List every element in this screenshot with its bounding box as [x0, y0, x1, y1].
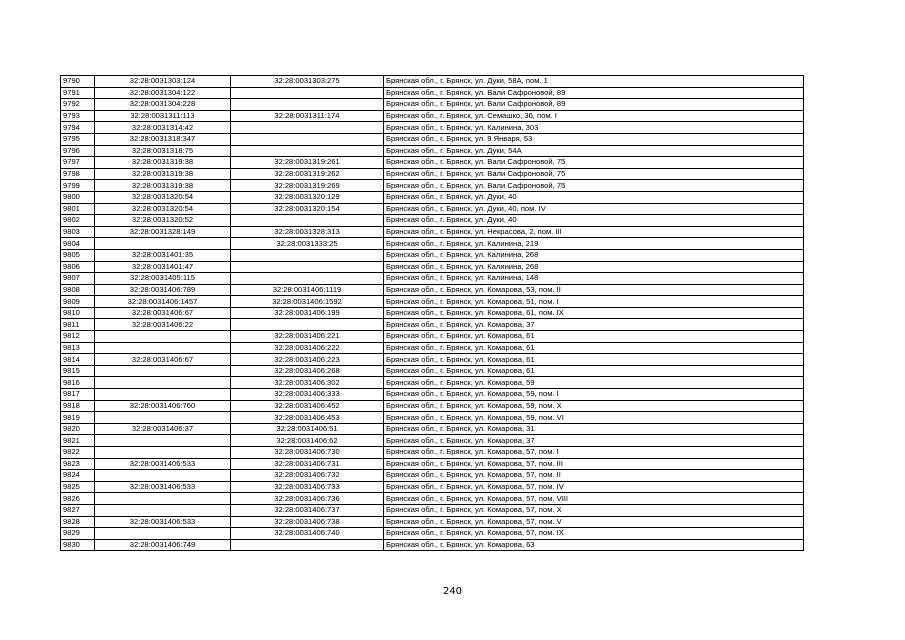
building-cadastral-number-cell: 32:28:0031406:51 [231, 423, 384, 435]
row-number-cell: 9793 [61, 110, 95, 122]
building-cadastral-number-cell [231, 215, 384, 227]
land-cadastral-number-cell: 32:28:0031406:533 [95, 516, 231, 528]
table-row [61, 365, 804, 377]
address-cell: Брянская обл., г. Брянск, ул. Комарова, 53, пом. II [384, 284, 804, 296]
building-cadastral-number-cell: 32:28:0031303:275 [231, 76, 384, 88]
building-cadastral-number-cell: 32:28:0031406:333 [231, 389, 384, 401]
table-row [61, 99, 804, 111]
land-cadastral-number-cell: 32:28:0031406:22 [95, 319, 231, 331]
building-cadastral-number-cell: 32:28:0031406:222 [231, 342, 384, 354]
row-number-cell: 9800 [61, 191, 95, 203]
address-cell: Брянская обл., г. Брянск, ул. Комарова, 59, пом. VI [384, 412, 804, 424]
building-cadastral-number-cell: 32:28:0031406:1592 [231, 296, 384, 308]
row-number-cell: 9816 [61, 377, 95, 389]
table-row [61, 145, 804, 157]
table-row [61, 87, 804, 99]
address-cell: Брянская обл., г. Брянск, ул. Калинина, 268 [384, 261, 804, 273]
table-row [61, 516, 804, 528]
building-cadastral-number-cell: 32:28:0031406:738 [231, 516, 384, 528]
table-row [61, 110, 804, 122]
land-cadastral-number-cell [95, 331, 231, 343]
building-cadastral-number-cell [231, 87, 384, 99]
table-row [61, 493, 804, 505]
address-cell: Брянская обл., г. Брянск, ул. Комарова, 57, пом. IX [384, 528, 804, 540]
row-number-cell: 9830 [61, 539, 95, 551]
land-cadastral-number-cell: 32:28:0031320:54 [95, 191, 231, 203]
land-cadastral-number-cell [95, 389, 231, 401]
table-row [61, 504, 804, 516]
land-cadastral-number-cell: 32:28:0031328:149 [95, 226, 231, 238]
row-number-cell: 9809 [61, 296, 95, 308]
land-cadastral-number-cell [95, 365, 231, 377]
row-number-cell: 9824 [61, 470, 95, 482]
table-row [61, 412, 804, 424]
address-cell: Брянская обл., г. Брянск, ул. Вали Сафроновой, 75 [384, 157, 804, 169]
building-cadastral-number-cell: 32:28:0031406:199 [231, 307, 384, 319]
address-cell: Брянская обл., г. Брянск, ул. Дуки, 40, пом. IV [384, 203, 804, 215]
address-cell: Брянская обл., г. Брянск, ул. Комарова, 57, пом. I [384, 447, 804, 459]
row-number-cell: 9814 [61, 354, 95, 366]
table-row [61, 296, 804, 308]
building-cadastral-number-cell: 32:28:0031406:223 [231, 354, 384, 366]
land-cadastral-number-cell: 32:28:0031401:47 [95, 261, 231, 273]
land-cadastral-number-cell: 32:28:0031320:54 [95, 203, 231, 215]
building-cadastral-number-cell: 32:28:0031320:154 [231, 203, 384, 215]
row-number-cell: 9798 [61, 168, 95, 180]
row-number-cell: 9811 [61, 319, 95, 331]
row-number-cell: 9803 [61, 226, 95, 238]
row-number-cell: 9821 [61, 435, 95, 447]
building-cadastral-number-cell [231, 249, 384, 261]
address-cell: Брянская обл., г. Брянск, ул. Дуки, 40 [384, 215, 804, 227]
land-cadastral-number-cell [95, 528, 231, 540]
table-row [61, 458, 804, 470]
row-number-cell: 9806 [61, 261, 95, 273]
land-cadastral-number-cell: 32:28:0031406:67 [95, 307, 231, 319]
address-cell: Брянская обл., г. Брянск, ул. Комарова, 59 [384, 377, 804, 389]
land-cadastral-number-cell: 32:28:0031318:75 [95, 145, 231, 157]
table-row [61, 238, 804, 250]
building-cadastral-number-cell: 32:28:0031319:261 [231, 157, 384, 169]
land-cadastral-number-cell: 32:28:0031406:749 [95, 539, 231, 551]
land-cadastral-number-cell: 32:28:0031406:37 [95, 423, 231, 435]
table-row [61, 342, 804, 354]
building-cadastral-number-cell [231, 261, 384, 273]
building-cadastral-number-cell: 32:28:0031333:25 [231, 238, 384, 250]
row-number-cell: 9828 [61, 516, 95, 528]
building-cadastral-number-cell: 32:28:0031406:1119 [231, 284, 384, 296]
table-row [61, 319, 804, 331]
row-number-cell: 9794 [61, 122, 95, 134]
land-cadastral-number-cell: 32:28:0031303:124 [95, 76, 231, 88]
table-row [61, 481, 804, 493]
row-number-cell: 9805 [61, 249, 95, 261]
address-cell: Брянская обл., г. Брянск, ул. Вали Сафроновой, 75 [384, 180, 804, 192]
address-cell: Брянская обл., г. Брянск, ул. Дуки, 58А, пом. 1 [384, 76, 804, 88]
table-row [61, 273, 804, 285]
table-row [61, 226, 804, 238]
table-row [61, 307, 804, 319]
building-cadastral-number-cell: 32:28:0031406:736 [231, 493, 384, 505]
building-cadastral-number-cell: 32:28:0031406:731 [231, 458, 384, 470]
building-cadastral-number-cell: 32:28:0031406:737 [231, 504, 384, 516]
row-number-cell: 9792 [61, 99, 95, 111]
table-row [61, 389, 804, 401]
land-cadastral-number-cell: 32:28:0031318:347 [95, 133, 231, 145]
table-row [61, 539, 804, 551]
table-row [61, 400, 804, 412]
address-cell: Брянская обл., г. Брянск, ул. Комарова, 57, пом. II [384, 470, 804, 482]
building-cadastral-number-cell: 32:28:0031320:129 [231, 191, 384, 203]
address-cell: Брянская обл., г. Брянск, ул. Некрасова, 2, пом. III [384, 226, 804, 238]
building-cadastral-number-cell [231, 539, 384, 551]
table-row [61, 354, 804, 366]
row-number-cell: 9812 [61, 331, 95, 343]
row-number-cell: 9796 [61, 145, 95, 157]
row-number-cell: 9808 [61, 284, 95, 296]
land-cadastral-number-cell: 32:28:0031406:789 [95, 284, 231, 296]
row-number-cell: 9818 [61, 400, 95, 412]
address-cell: Брянская обл., г. Брянск, ул. Калинина, 303 [384, 122, 804, 134]
table-row [61, 447, 804, 459]
address-cell: Брянская обл., г. Брянск, ул. Калинина, 148 [384, 273, 804, 285]
building-cadastral-number-cell [231, 273, 384, 285]
row-number-cell: 9790 [61, 76, 95, 88]
land-cadastral-number-cell: 32:28:0031314:42 [95, 122, 231, 134]
row-number-cell: 9826 [61, 493, 95, 505]
land-cadastral-number-cell: 32:28:0031406:67 [95, 354, 231, 366]
address-cell: Брянская обл., г. Брянск, ул. Вали Сафроновой, 75 [384, 168, 804, 180]
table-row [61, 284, 804, 296]
building-cadastral-number-cell [231, 319, 384, 331]
row-number-cell: 9827 [61, 504, 95, 516]
row-number-cell: 9795 [61, 133, 95, 145]
land-cadastral-number-cell [95, 447, 231, 459]
table-row [61, 180, 804, 192]
address-cell: Брянская обл., г. Брянск, ул. 9 Января, 53 [384, 133, 804, 145]
row-number-cell: 9813 [61, 342, 95, 354]
table-row [61, 157, 804, 169]
address-cell: Брянская обл., г. Брянск, ул. Комарова, 61 [384, 365, 804, 377]
land-cadastral-number-cell [95, 493, 231, 505]
address-cell: Брянская обл., г. Брянск, ул. Комарова, 57, пом. V [384, 516, 804, 528]
table-row [61, 435, 804, 447]
land-cadastral-number-cell: 32:28:0031320:52 [95, 215, 231, 227]
address-cell: Брянская обл., г. Брянск, ул. Комарова, 37 [384, 435, 804, 447]
address-cell: Брянская обл., г. Брянск, ул. Комарова, 61 [384, 331, 804, 343]
table-row [61, 122, 804, 134]
table-row [61, 249, 804, 261]
address-cell: Брянская обл., г. Брянск, ул. Комарова, 51, пом. I [384, 296, 804, 308]
table-row [61, 203, 804, 215]
building-cadastral-number-cell [231, 133, 384, 145]
land-cadastral-number-cell: 32:28:0031401:35 [95, 249, 231, 261]
address-cell: Брянская обл., г. Брянск, ул. Вали Сафроновой, 89 [384, 99, 804, 111]
land-cadastral-number-cell: 32:28:0031406:533 [95, 481, 231, 493]
land-cadastral-number-cell [95, 435, 231, 447]
row-number-cell: 9825 [61, 481, 95, 493]
building-cadastral-number-cell: 32:28:0031328:313 [231, 226, 384, 238]
land-cadastral-number-cell: 32:28:0031406:1457 [95, 296, 231, 308]
address-cell: Брянская обл., г. Брянск, ул. Комарова, 61 [384, 354, 804, 366]
address-cell: Брянская обл., г. Брянск, ул. Калинина, 268 [384, 249, 804, 261]
building-cadastral-number-cell: 32:28:0031406:730 [231, 447, 384, 459]
row-number-cell: 9820 [61, 423, 95, 435]
building-cadastral-number-cell: 32:28:0031406:732 [231, 470, 384, 482]
address-cell: Брянская обл., г. Брянск, ул. Дуки, 54А [384, 145, 804, 157]
land-cadastral-number-cell: 32:28:0031406:533 [95, 458, 231, 470]
land-cadastral-number-cell: 32:28:0031406:760 [95, 400, 231, 412]
row-number-cell: 9829 [61, 528, 95, 540]
address-cell: Брянская обл., г. Брянск, ул. Семашко, 36, пом. I [384, 110, 804, 122]
building-cadastral-number-cell [231, 99, 384, 111]
table-row [61, 191, 804, 203]
land-cadastral-number-cell: 32:28:0031304:122 [95, 87, 231, 99]
row-number-cell: 9817 [61, 389, 95, 401]
row-number-cell: 9815 [61, 365, 95, 377]
building-cadastral-number-cell [231, 122, 384, 134]
building-cadastral-number-cell: 32:28:0031406:302 [231, 377, 384, 389]
land-cadastral-number-cell [95, 470, 231, 482]
address-cell: Брянская обл., г. Брянск, ул. Комарова, 57, пом. X [384, 504, 804, 516]
land-cadastral-number-cell: 32:28:0031311:113 [95, 110, 231, 122]
row-number-cell: 9797 [61, 157, 95, 169]
address-cell: Брянская обл., г. Брянск, ул. Вали Сафроновой, 89 [384, 87, 804, 99]
row-number-cell: 9819 [61, 412, 95, 424]
building-cadastral-number-cell: 32:28:0031319:262 [231, 168, 384, 180]
building-cadastral-number-cell: 32:28:0031311:174 [231, 110, 384, 122]
address-cell: Брянская обл., г. Брянск, ул. Комарова, 59, пом. I [384, 389, 804, 401]
building-cadastral-number-cell: 32:28:0031406:733 [231, 481, 384, 493]
address-cell: Брянская обл., г. Брянск, ул. Калинина, 219 [384, 238, 804, 250]
land-cadastral-number-cell [95, 377, 231, 389]
building-cadastral-number-cell: 32:28:0031406:452 [231, 400, 384, 412]
land-cadastral-number-cell: 32:28:0031304:228 [95, 99, 231, 111]
address-cell: Брянская обл., г. Брянск, ул. Комарова, 61, пом. IX [384, 307, 804, 319]
address-cell: Брянская обл., г. Брянск, ул. Комарова, 37 [384, 319, 804, 331]
land-cadastral-number-cell: 32:28:0031405:115 [95, 273, 231, 285]
page-number: 240 [442, 586, 463, 597]
address-cell: Брянская обл., г. Брянск, ул. Комарова, 63 [384, 539, 804, 551]
land-cadastral-number-cell: 32:28:0031319:38 [95, 180, 231, 192]
property-registry-table [60, 75, 804, 551]
table-row [61, 133, 804, 145]
land-cadastral-number-cell [95, 342, 231, 354]
address-cell: Брянская обл., г. Брянск, ул. Комарова, 61 [384, 342, 804, 354]
land-cadastral-number-cell: 32:28:0031319:38 [95, 157, 231, 169]
row-number-cell: 9799 [61, 180, 95, 192]
land-cadastral-number-cell [95, 412, 231, 424]
table-row [61, 470, 804, 482]
building-cadastral-number-cell: 32:28:0031319:269 [231, 180, 384, 192]
row-number-cell: 9802 [61, 215, 95, 227]
table-row [61, 423, 804, 435]
table-row [61, 331, 804, 343]
registry-table-body [61, 76, 804, 551]
table-row [61, 76, 804, 88]
row-number-cell: 9801 [61, 203, 95, 215]
land-cadastral-number-cell: 32:28:0031319:38 [95, 168, 231, 180]
building-cadastral-number-cell: 32:28:0031406:268 [231, 365, 384, 377]
land-cadastral-number-cell [95, 504, 231, 516]
row-number-cell: 9822 [61, 447, 95, 459]
row-number-cell: 9810 [61, 307, 95, 319]
address-cell: Брянская обл., г. Брянск, ул. Комарова, 59, пом. X [384, 400, 804, 412]
table-row [61, 261, 804, 273]
row-number-cell: 9807 [61, 273, 95, 285]
table-row [61, 528, 804, 540]
building-cadastral-number-cell [231, 145, 384, 157]
row-number-cell: 9804 [61, 238, 95, 250]
row-number-cell: 9791 [61, 87, 95, 99]
table-row [61, 168, 804, 180]
table-row [61, 215, 804, 227]
address-cell: Брянская обл., г. Брянск, ул. Комарова, 31 [384, 423, 804, 435]
address-cell: Брянская обл., г. Брянск, ул. Комарова, 57, пом. VIII [384, 493, 804, 505]
building-cadastral-number-cell: 32:28:0031406:453 [231, 412, 384, 424]
building-cadastral-number-cell: 32:28:0031406:62 [231, 435, 384, 447]
land-cadastral-number-cell [95, 238, 231, 250]
address-cell: Брянская обл., г. Брянск, ул. Комарова, 57, пом. IV [384, 481, 804, 493]
building-cadastral-number-cell: 32:28:0031406:221 [231, 331, 384, 343]
row-number-cell: 9823 [61, 458, 95, 470]
address-cell: Брянская обл., г. Брянск, ул. Комарова, 57, пом. III [384, 458, 804, 470]
address-cell: Брянская обл., г. Брянск, ул. Дуки, 40 [384, 191, 804, 203]
table-row [61, 377, 804, 389]
building-cadastral-number-cell: 32:28:0031406:740 [231, 528, 384, 540]
registry-sheet [60, 75, 803, 551]
